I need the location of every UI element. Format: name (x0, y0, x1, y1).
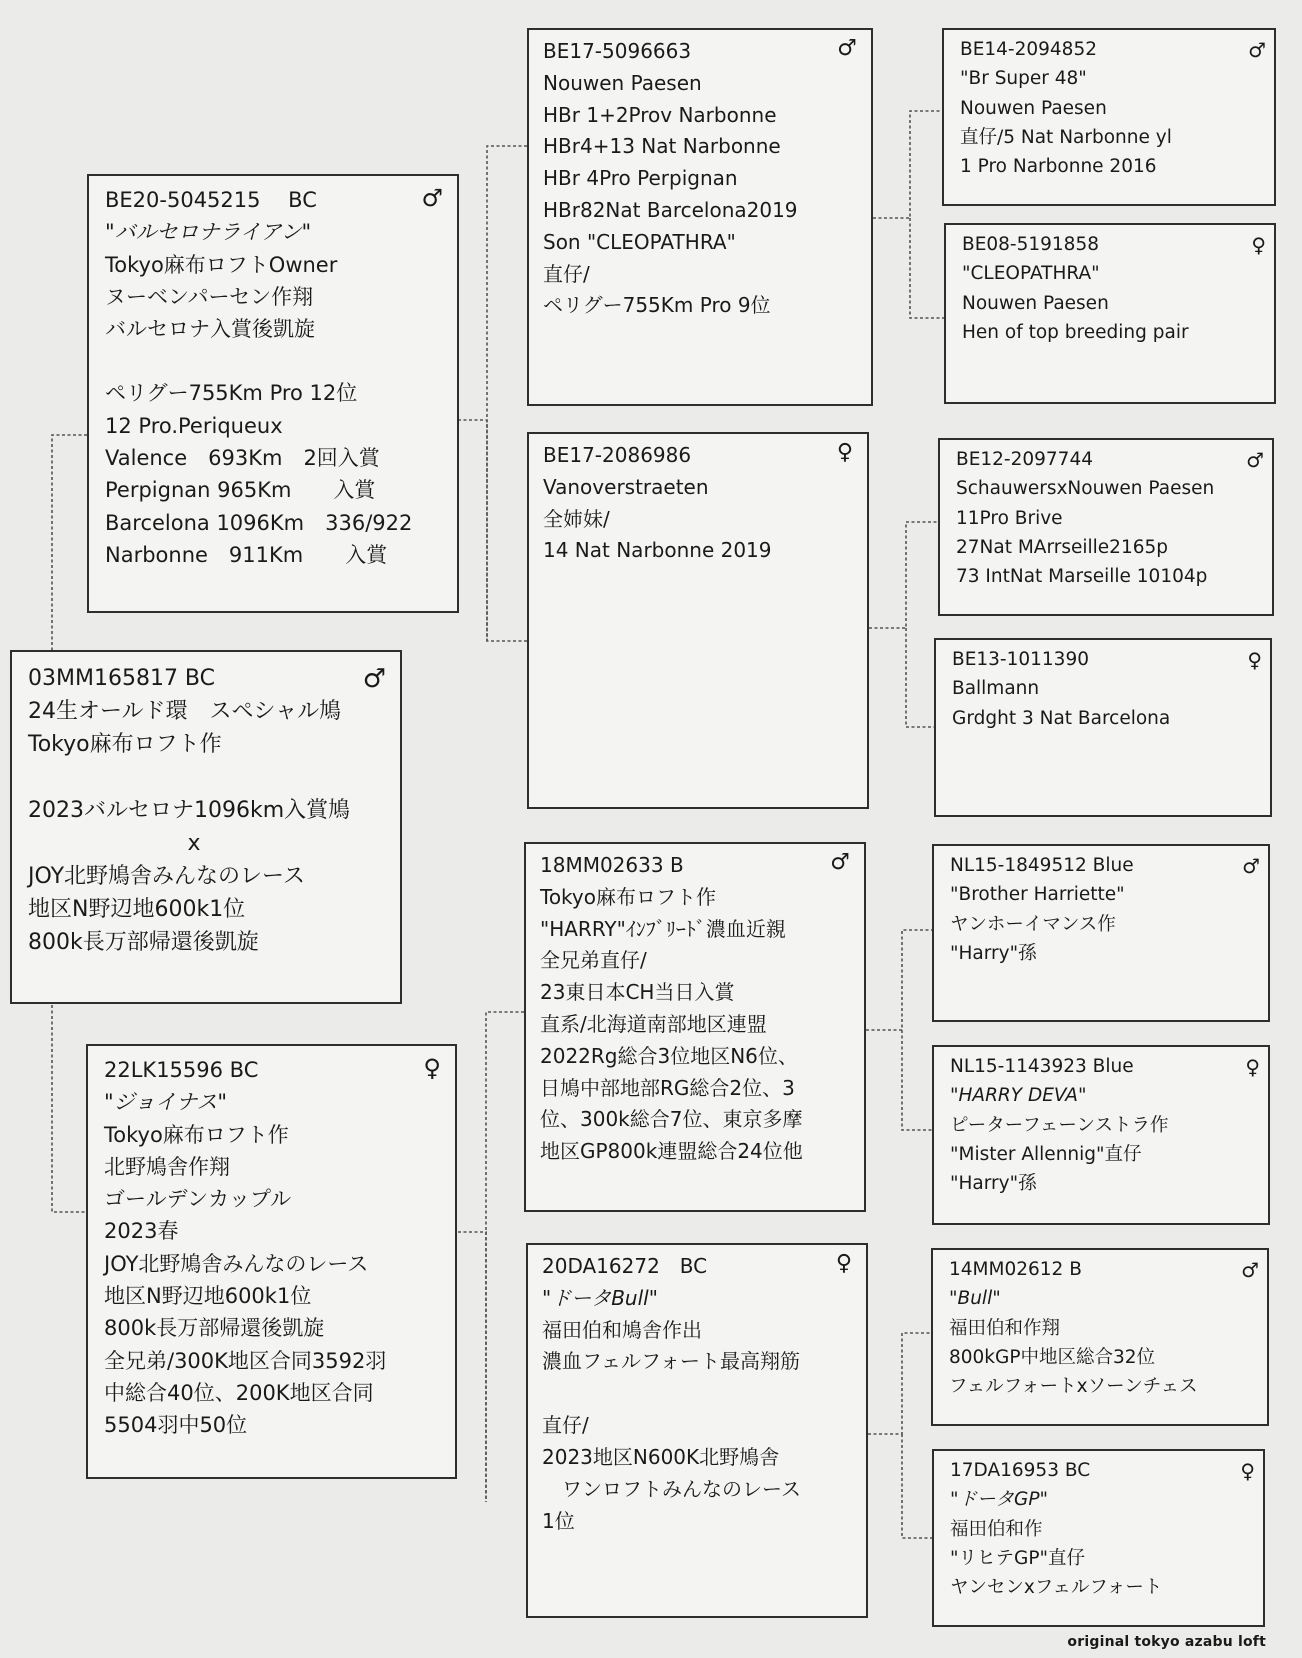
card-line: Nouwen Paesen (962, 292, 1109, 314)
card-line: Barcelona 1096Km 336/922 (105, 510, 413, 535)
card-line: ヌーベンパーセン作翔 (105, 284, 314, 309)
pigeon-name: "ドータBull" (542, 1285, 658, 1310)
card-line: ピーターフェーンストラ作 (950, 1114, 1169, 1136)
card-line: 濃血フェルフォート最高翔筋 (542, 1349, 800, 1374)
card-line: 23東日本CH当日入賞 (540, 980, 735, 1005)
card-line: 日鳩中部地部RG総合2位、3 (540, 1075, 795, 1100)
card-line: 全姉妹/ (543, 506, 610, 531)
card-line: 地区N野辺地600k1位 (104, 1284, 312, 1309)
spacer (105, 345, 457, 377)
pigeon-name: "Bull" (949, 1288, 1001, 1310)
card-line: 全兄弟直仔/ (540, 948, 647, 973)
female-icon: ♀ (1247, 648, 1262, 672)
female-icon: ♀ (1240, 1459, 1255, 1483)
male-icon: ♂ (830, 850, 850, 875)
ring-number: BE12-2097744 (956, 449, 1093, 470)
ring-number: NL15-1849512 Blue (950, 855, 1134, 876)
spacer (542, 1378, 866, 1410)
card-line: "HARRY"ｲﾝﾌﾞﾘｰﾄﾞ濃血近親 (540, 916, 786, 941)
card-line: 位、300k総合7位、東京多摩 (540, 1107, 803, 1132)
card-line: 800kGP中地区総合32位 (949, 1346, 1156, 1368)
card-line: 中総合40位、200K地区合同 (104, 1380, 374, 1405)
pigeon-name: "ドータGP" (950, 1489, 1049, 1511)
card-line: Tokyo麻布ロフト作 (540, 884, 716, 909)
card-line: 1位 (542, 1508, 575, 1533)
ring-number: BE13-1011390 (952, 649, 1089, 670)
card-line: 11Pro Brive (956, 507, 1063, 529)
card-line: 直仔/ (543, 261, 590, 286)
card-line: Tokyo麻布ロフト作 (104, 1122, 289, 1147)
card-line: 24生オールド環 スペシャル鳩 (28, 699, 342, 724)
card-line: Hen of top breeding pair (962, 321, 1189, 343)
ring-number: BE08-5191858 (962, 234, 1099, 255)
dam-sire-sire-card (932, 844, 1270, 1022)
card-line: 直仔/5 Nat Narbonne yl (960, 126, 1172, 148)
card-line: Tokyo麻布ロフト作 (28, 732, 222, 757)
card-line: 2022Rg総合3位地区N6位、 (540, 1043, 798, 1068)
card-line: 福田伯和鳩舎作出 (542, 1317, 702, 1342)
dam-card (86, 1044, 457, 1479)
card-line: 地区GP800k連盟総合24位他 (540, 1139, 803, 1164)
card-line: 2023バルセロナ1096km入賞鳩 (28, 798, 351, 823)
card-line: HBr 4Pro Perpignan (543, 166, 738, 191)
card-line: 1 Pro Narbonne 2016 (960, 156, 1157, 178)
card-line: 北野鳩舎作翔 (104, 1154, 230, 1179)
card-line: HBr 1+2Prov Narbonne (543, 102, 777, 127)
subject-card (10, 650, 402, 1004)
card-line: 73 IntNat Marseille 10104p (956, 566, 1208, 588)
female-icon: ♀ (836, 440, 853, 465)
male-icon: ♂ (1246, 448, 1264, 472)
card-line: JOY北野鳩舎みんなのレース (104, 1251, 369, 1276)
ring-number: BE17-2086986 (543, 443, 692, 467)
card-line: 800k長万部帰還後凱旋 (28, 930, 259, 955)
sire-sire-card (527, 28, 873, 406)
card-line: "Mister Allennig"直仔 (950, 1143, 1142, 1165)
card-line: Nouwen Paesen (543, 70, 702, 95)
ring-number: BE17-5096663 (543, 39, 692, 63)
card-line: バルセロナ入賞後凱旋 (105, 317, 315, 342)
card-line: 全兄弟/300K地区合同3592羽 (104, 1348, 387, 1373)
dam-dam-card (526, 1243, 868, 1618)
card-line: JOY北野鳩舎みんなのレース (28, 864, 305, 889)
card-line: Grdght 3 Nat Barcelona (952, 707, 1171, 729)
card-line: "Br Super 48" (960, 68, 1087, 90)
female-icon: ♀ (423, 1054, 441, 1082)
card-line: ペリグー755Km Pro 12位 (105, 381, 358, 406)
spacer (28, 761, 400, 794)
card-line: 地区N野辺地600k1位 (28, 897, 246, 922)
pigeon-name: "ジョイナス" (104, 1090, 228, 1115)
card-line: 14 Nat Narbonne 2019 (543, 538, 772, 563)
card-line: 直系/北海道南部地区連盟 (540, 1011, 767, 1036)
sire-sire-sire-card (942, 28, 1276, 206)
male-icon: ♂ (1248, 38, 1266, 62)
card-line: ヤンセンxフェルフォート (950, 1577, 1163, 1599)
card-line: ワンロフトみんなのレース (542, 1476, 801, 1501)
ring-number: 22LK15596 BC (104, 1058, 259, 1082)
dam-dam-dam-card (932, 1449, 1265, 1627)
male-icon: ♂ (1242, 854, 1260, 878)
male-icon: ♂ (362, 664, 386, 694)
card-line: ペリグー755Km Pro 9位 (543, 293, 771, 318)
card-line: 800k長万部帰還後凱旋 (104, 1316, 325, 1341)
card-line: "Brother Harriette" (950, 884, 1125, 906)
sire-sire-dam-card (944, 223, 1276, 404)
sire-dam-sire-card (938, 438, 1274, 616)
sire-card (87, 174, 459, 613)
ring-number: 14MM02612 B (949, 1259, 1082, 1280)
card-line: ゴールデンカップル (104, 1187, 292, 1212)
footer-credit: original tokyo azabu loft (1067, 1634, 1266, 1650)
dam-sire-dam-card (932, 1045, 1270, 1225)
female-icon: ♀ (1245, 1055, 1260, 1079)
card-line: "CLEOPATHRA" (962, 263, 1100, 285)
card-line: Valence 693Km 2回入賞 (105, 446, 380, 471)
ring-number: BE14-2094852 (960, 39, 1097, 60)
male-icon: ♂ (837, 36, 857, 61)
dam-sire-card (524, 842, 866, 1212)
card-line: 直仔/ (542, 1413, 589, 1438)
card-line: Tokyo麻布ロフトOwner (105, 252, 338, 277)
card-line: SchauwersxNouwen Paesen (956, 478, 1215, 500)
card-line: 12 Pro.Periqueux (105, 413, 283, 438)
female-icon: ♀ (835, 1251, 852, 1276)
ring-number: 18MM02633 B (540, 853, 684, 877)
card-line: HBr82Nat Barcelona2019 (543, 197, 798, 222)
card-line: HBr4+13 Nat Narbonne (543, 134, 781, 159)
male-icon: ♂ (1241, 1258, 1259, 1282)
sire-dam-card (527, 432, 869, 809)
male-icon: ♂ (421, 184, 443, 212)
card-line: ヤンホーイマンス作 (950, 913, 1116, 935)
card-line: Vanoverstraeten (543, 474, 709, 499)
card-line: "Harry"孫 (950, 1173, 1037, 1195)
card-line: Narbonne 911Km 入賞 (105, 542, 388, 567)
card-line: 2023地区N600K北野鳩舎 (542, 1444, 780, 1469)
card-line: フェルフォートxソーンチェス (949, 1376, 1198, 1398)
card-line: 福田伯和作 (950, 1518, 1043, 1540)
ring-number: 20DA16272 BC (542, 1254, 708, 1278)
card-line: Nouwen Paesen (960, 97, 1107, 119)
dam-dam-sire-card (931, 1248, 1269, 1426)
card-line: "リヒテGP"直仔 (950, 1547, 1086, 1569)
card-line: 27Nat MArrseille2165p (956, 536, 1169, 558)
card-line: 2023春 (104, 1219, 179, 1244)
female-icon: ♀ (1251, 233, 1266, 257)
card-line: Perpignan 965Km 入賞 (105, 478, 376, 503)
pigeon-name: "バルセロナライアン" (105, 220, 312, 245)
card-line: 福田伯和作翔 (949, 1317, 1061, 1339)
pigeon-name: "HARRY DEVA" (950, 1085, 1087, 1107)
card-line: Ballmann (952, 678, 1040, 700)
card-line: 5504羽中50位 (104, 1413, 248, 1438)
card-line: "Harry"孫 (950, 942, 1037, 964)
cross-symbol: x (187, 831, 201, 856)
ring-number: 17DA16953 BC (950, 1460, 1091, 1481)
card-line: Son "CLEOPATHRA" (543, 229, 736, 254)
sire-dam-dam-card (934, 638, 1272, 817)
ring-number: 03MM165817 BC (28, 666, 215, 691)
ring-number: BE20-5045215 BC (105, 188, 317, 212)
ring-number: NL15-1143923 Blue (950, 1056, 1134, 1077)
